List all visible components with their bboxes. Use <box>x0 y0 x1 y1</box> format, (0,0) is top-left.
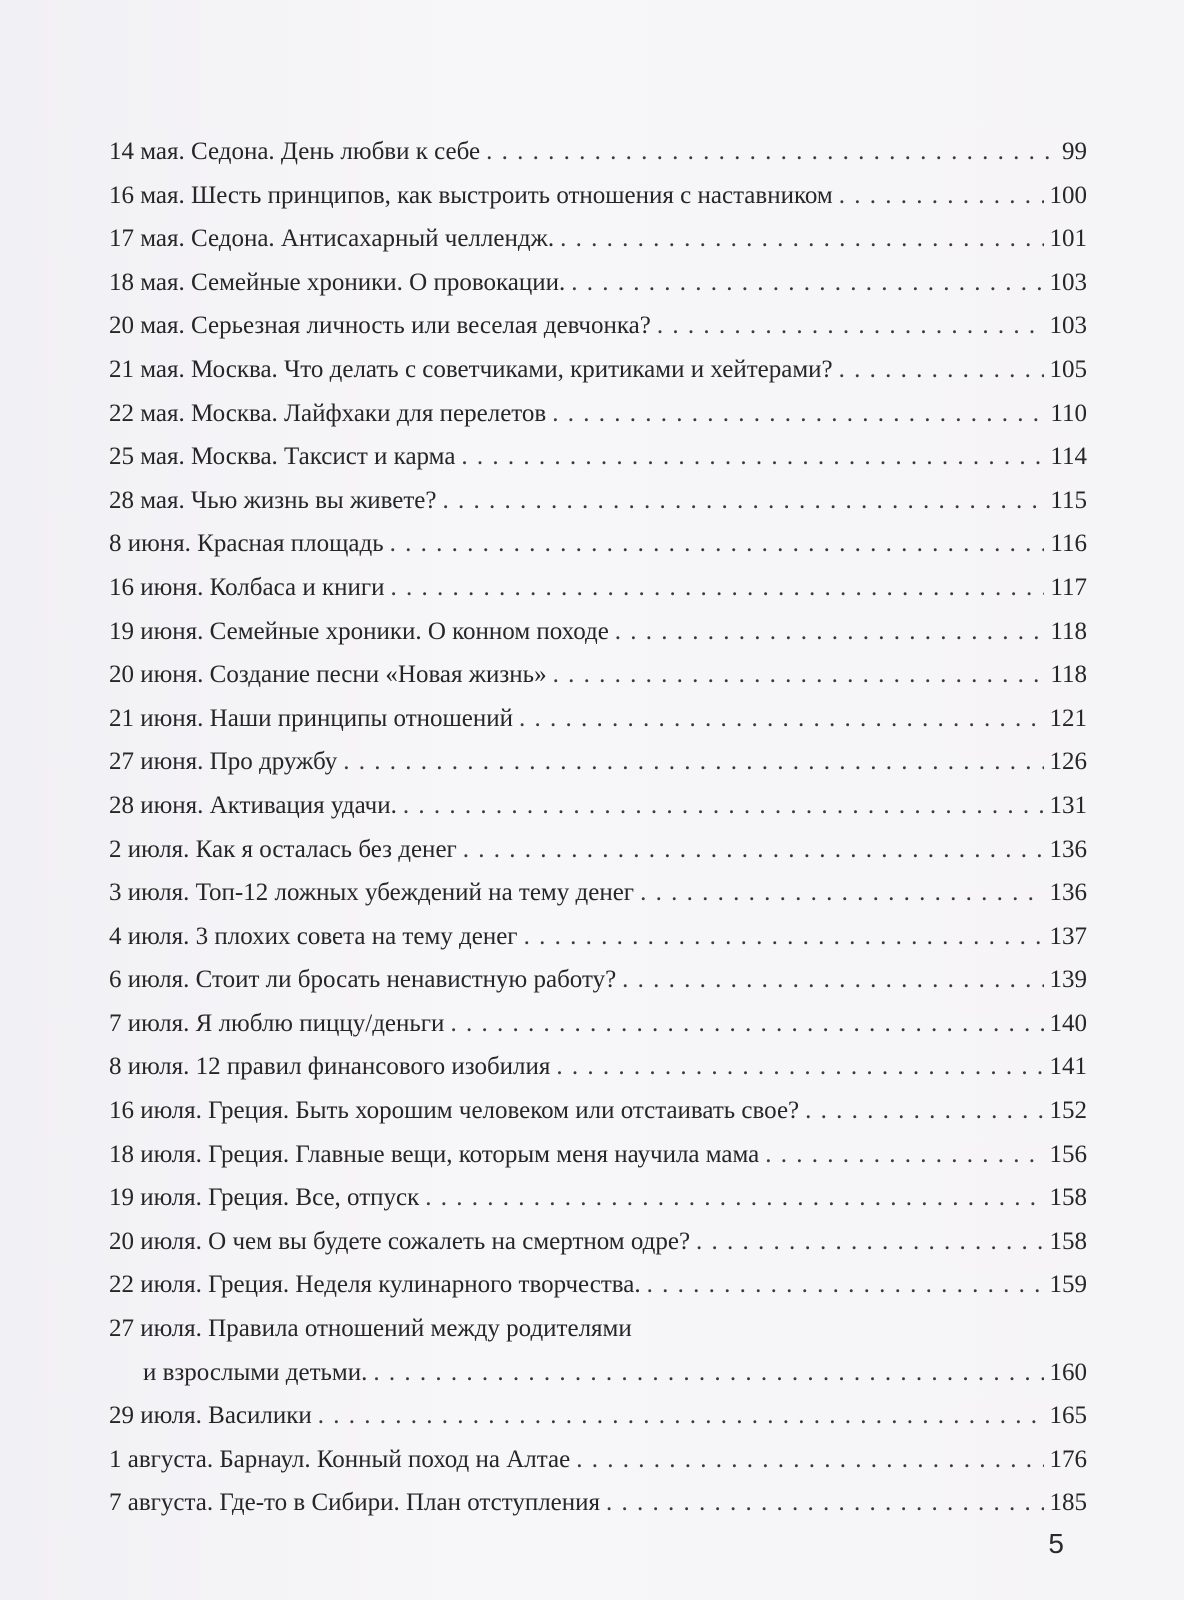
toc-entry-title: 20 мая. Серьезная личность или веселая девчонка? <box>109 312 651 340</box>
toc-entry <box>109 697 1087 741</box>
toc-entry-page: 126 <box>1049 748 1087 776</box>
toc-entry <box>109 348 1087 392</box>
dot-leader <box>576 1438 1043 1482</box>
toc-entry-title: 17 мая. Седона. Антисахарный челлендж. <box>109 225 555 253</box>
toc-entry <box>109 1002 1087 1046</box>
toc-entry <box>109 958 1087 1002</box>
toc-entry-title: 19 июня. Семейные хроники. О конном походе <box>109 617 609 645</box>
toc-entry <box>109 217 1087 261</box>
toc-entry-title: 22 мая. Москва. Лайфхаки для перелетов <box>109 399 547 427</box>
toc-entry <box>109 130 1087 174</box>
dot-leader <box>553 653 1045 697</box>
toc-entry-page: 121 <box>1049 704 1087 732</box>
toc-entry-page: 117 <box>1050 573 1087 601</box>
toc-entry-title: 27 июля. Правила отношений между родителями <box>109 1315 632 1343</box>
toc-entry <box>109 1089 1087 1133</box>
dot-leader <box>657 304 1044 348</box>
toc-entry-title: 1 августа. Барнаул. Конный поход на Алтае <box>109 1445 571 1473</box>
toc-entry-title: 16 июля. Греция. Быть хорошим человеком или отстаивать свое? <box>109 1097 800 1125</box>
dot-leader <box>486 130 1056 174</box>
dot-leader <box>425 1176 1043 1220</box>
toc-entry-page: 131 <box>1049 791 1087 819</box>
toc-entry-page: 100 <box>1049 181 1087 209</box>
toc-entry-page: 136 <box>1049 835 1087 863</box>
toc-entry-title: 14 мая. Седона. День любви к себе <box>109 138 481 165</box>
dot-leader <box>552 392 1044 436</box>
toc-entry-page: 105 <box>1049 355 1087 383</box>
dot-leader <box>622 958 1043 1002</box>
toc-entry-page: 99 <box>1062 138 1087 165</box>
toc-entry-page: 103 <box>1049 268 1087 296</box>
table-of-contents <box>109 130 1087 1525</box>
dot-leader <box>450 1002 1043 1046</box>
toc-entry-title: 16 июня. Колбаса и книги <box>109 573 385 601</box>
toc-entry-page: 158 <box>1049 1184 1087 1212</box>
dot-leader <box>463 828 1044 872</box>
toc-entry-page: 185 <box>1049 1489 1087 1517</box>
toc-entry <box>109 1394 1087 1438</box>
toc-entry-page: 140 <box>1049 1009 1087 1037</box>
dot-leader <box>839 348 1044 392</box>
toc-entry-page: 137 <box>1049 922 1087 950</box>
toc-entry-page: 141 <box>1049 1053 1087 1081</box>
dot-leader <box>615 610 1045 654</box>
toc-entry-page: 110 <box>1050 399 1087 427</box>
toc-entry <box>109 261 1087 305</box>
toc-entry-title: 18 июля. Греция. Главные вещи, которым меня научила мама <box>109 1140 760 1168</box>
toc-entry-title: 28 июня. Активация удачи. <box>109 791 397 819</box>
toc-entry-multiline-second <box>109 1351 1087 1395</box>
dot-leader <box>765 1133 1043 1177</box>
toc-entry-page: 158 <box>1049 1227 1087 1255</box>
toc-entry <box>109 653 1087 697</box>
toc-entry-title: 21 мая. Москва. Что делать с советчиками, критиками и хейтерами? <box>109 355 833 383</box>
toc-entry-page: 139 <box>1049 966 1087 994</box>
toc-entry <box>109 871 1087 915</box>
dot-leader <box>373 1351 1043 1395</box>
toc-entry-title: 3 июля. Топ-12 ложных убеждений на тему денег <box>109 879 635 907</box>
toc-entry-title: 7 августа. Где-то в Сибири. План отступления <box>109 1489 601 1517</box>
toc-entry-page: 118 <box>1050 661 1087 689</box>
toc-entry-page: 103 <box>1049 312 1087 340</box>
dot-leader <box>524 915 1044 959</box>
dot-leader <box>839 174 1044 218</box>
toc-entry-page: 156 <box>1049 1140 1087 1168</box>
toc-entry <box>109 1481 1087 1525</box>
toc-entry-title: 19 июля. Греция. Все, отпуск <box>109 1184 420 1212</box>
toc-entry <box>109 610 1087 654</box>
toc-entry <box>109 1133 1087 1177</box>
toc-entry-title: 6 июля. Стоит ли бросать ненавистную работу? <box>109 966 617 994</box>
toc-entry-title: 20 июля. О чем вы будете сожалеть на смертном одре? <box>109 1227 691 1255</box>
toc-entry <box>109 174 1087 218</box>
dot-leader <box>606 1481 1043 1525</box>
dot-leader <box>640 871 1043 915</box>
toc-entry-title: 22 июля. Греция. Неделя кулинарного творчества. <box>109 1271 641 1299</box>
toc-entry-page: 114 <box>1050 443 1087 471</box>
toc-entry <box>109 1263 1087 1307</box>
toc-entry-page: 152 <box>1049 1097 1087 1125</box>
toc-entry <box>109 915 1087 959</box>
toc-entry-title: 20 июня. Создание песни «Новая жизнь» <box>109 661 547 689</box>
toc-entry <box>109 304 1087 348</box>
toc-entry <box>109 1176 1087 1220</box>
toc-entry <box>109 740 1087 784</box>
toc-entry-page: 115 <box>1050 486 1087 514</box>
toc-entry-title: 27 июня. Про дружбу <box>109 748 338 776</box>
toc-entry-multiline-first <box>109 1307 1087 1351</box>
toc-entry-title: 18 мая. Семейные хроники. О провокации. <box>109 268 566 296</box>
toc-entry <box>109 828 1087 872</box>
toc-entry-page: 101 <box>1049 225 1087 253</box>
toc-entry-title: 8 июня. Красная площадь <box>109 530 384 558</box>
toc-entry-title: 28 мая. Чью жизнь вы живете? <box>109 486 437 514</box>
toc-entry-page: 160 <box>1049 1358 1087 1386</box>
dot-leader <box>391 566 1045 610</box>
toc-entry <box>109 566 1087 610</box>
dot-leader <box>647 1263 1044 1307</box>
dot-leader <box>571 261 1043 305</box>
toc-entry <box>109 1045 1087 1089</box>
toc-entry <box>109 392 1087 436</box>
toc-entry <box>109 1438 1087 1482</box>
dot-leader <box>390 522 1045 566</box>
toc-entry-title: 8 июля. 12 правил финансового изобилия <box>109 1053 551 1081</box>
toc-entry-title-continuation: и взрослыми детьми. <box>143 1358 368 1386</box>
dot-leader <box>805 1089 1043 1133</box>
dot-leader <box>343 740 1043 784</box>
dot-leader <box>443 479 1045 523</box>
toc-entry <box>109 479 1087 523</box>
dot-leader <box>519 697 1044 741</box>
toc-entry <box>109 784 1087 828</box>
dot-leader <box>403 784 1044 828</box>
toc-entry-page: 159 <box>1049 1271 1087 1299</box>
dot-leader <box>696 1220 1043 1264</box>
toc-entry-page: 116 <box>1050 530 1087 558</box>
page-number: 5 <box>1048 1528 1064 1559</box>
toc-entry-title: 7 июля. Я люблю пиццу/деньги <box>109 1009 445 1037</box>
toc-entry <box>109 522 1087 566</box>
toc-entry <box>109 1220 1087 1264</box>
dot-leader <box>560 217 1043 261</box>
dot-leader <box>318 1394 1044 1438</box>
dot-leader <box>556 1045 1043 1089</box>
toc-entry-title: 29 июля. Василики <box>109 1402 312 1430</box>
toc-entry-page: 176 <box>1049 1445 1087 1473</box>
toc-entry-page: 136 <box>1049 879 1087 907</box>
dot-leader <box>461 435 1044 479</box>
toc-entry-page: 118 <box>1050 617 1087 645</box>
toc-entry-title: 16 мая. Шесть принципов, как выстроить отношения с наставником <box>109 181 833 209</box>
toc-entry-title: 25 мая. Москва. Таксист и карма <box>109 443 456 471</box>
toc-entry-title: 21 июня. Наши принципы отношений <box>109 704 513 732</box>
toc-entry-title: 4 июля. 3 плохих совета на тему денег <box>109 922 518 950</box>
toc-entry-title: 2 июля. Как я осталась без денег <box>109 835 457 863</box>
toc-entry <box>109 435 1087 479</box>
toc-entry-page: 165 <box>1049 1402 1087 1430</box>
